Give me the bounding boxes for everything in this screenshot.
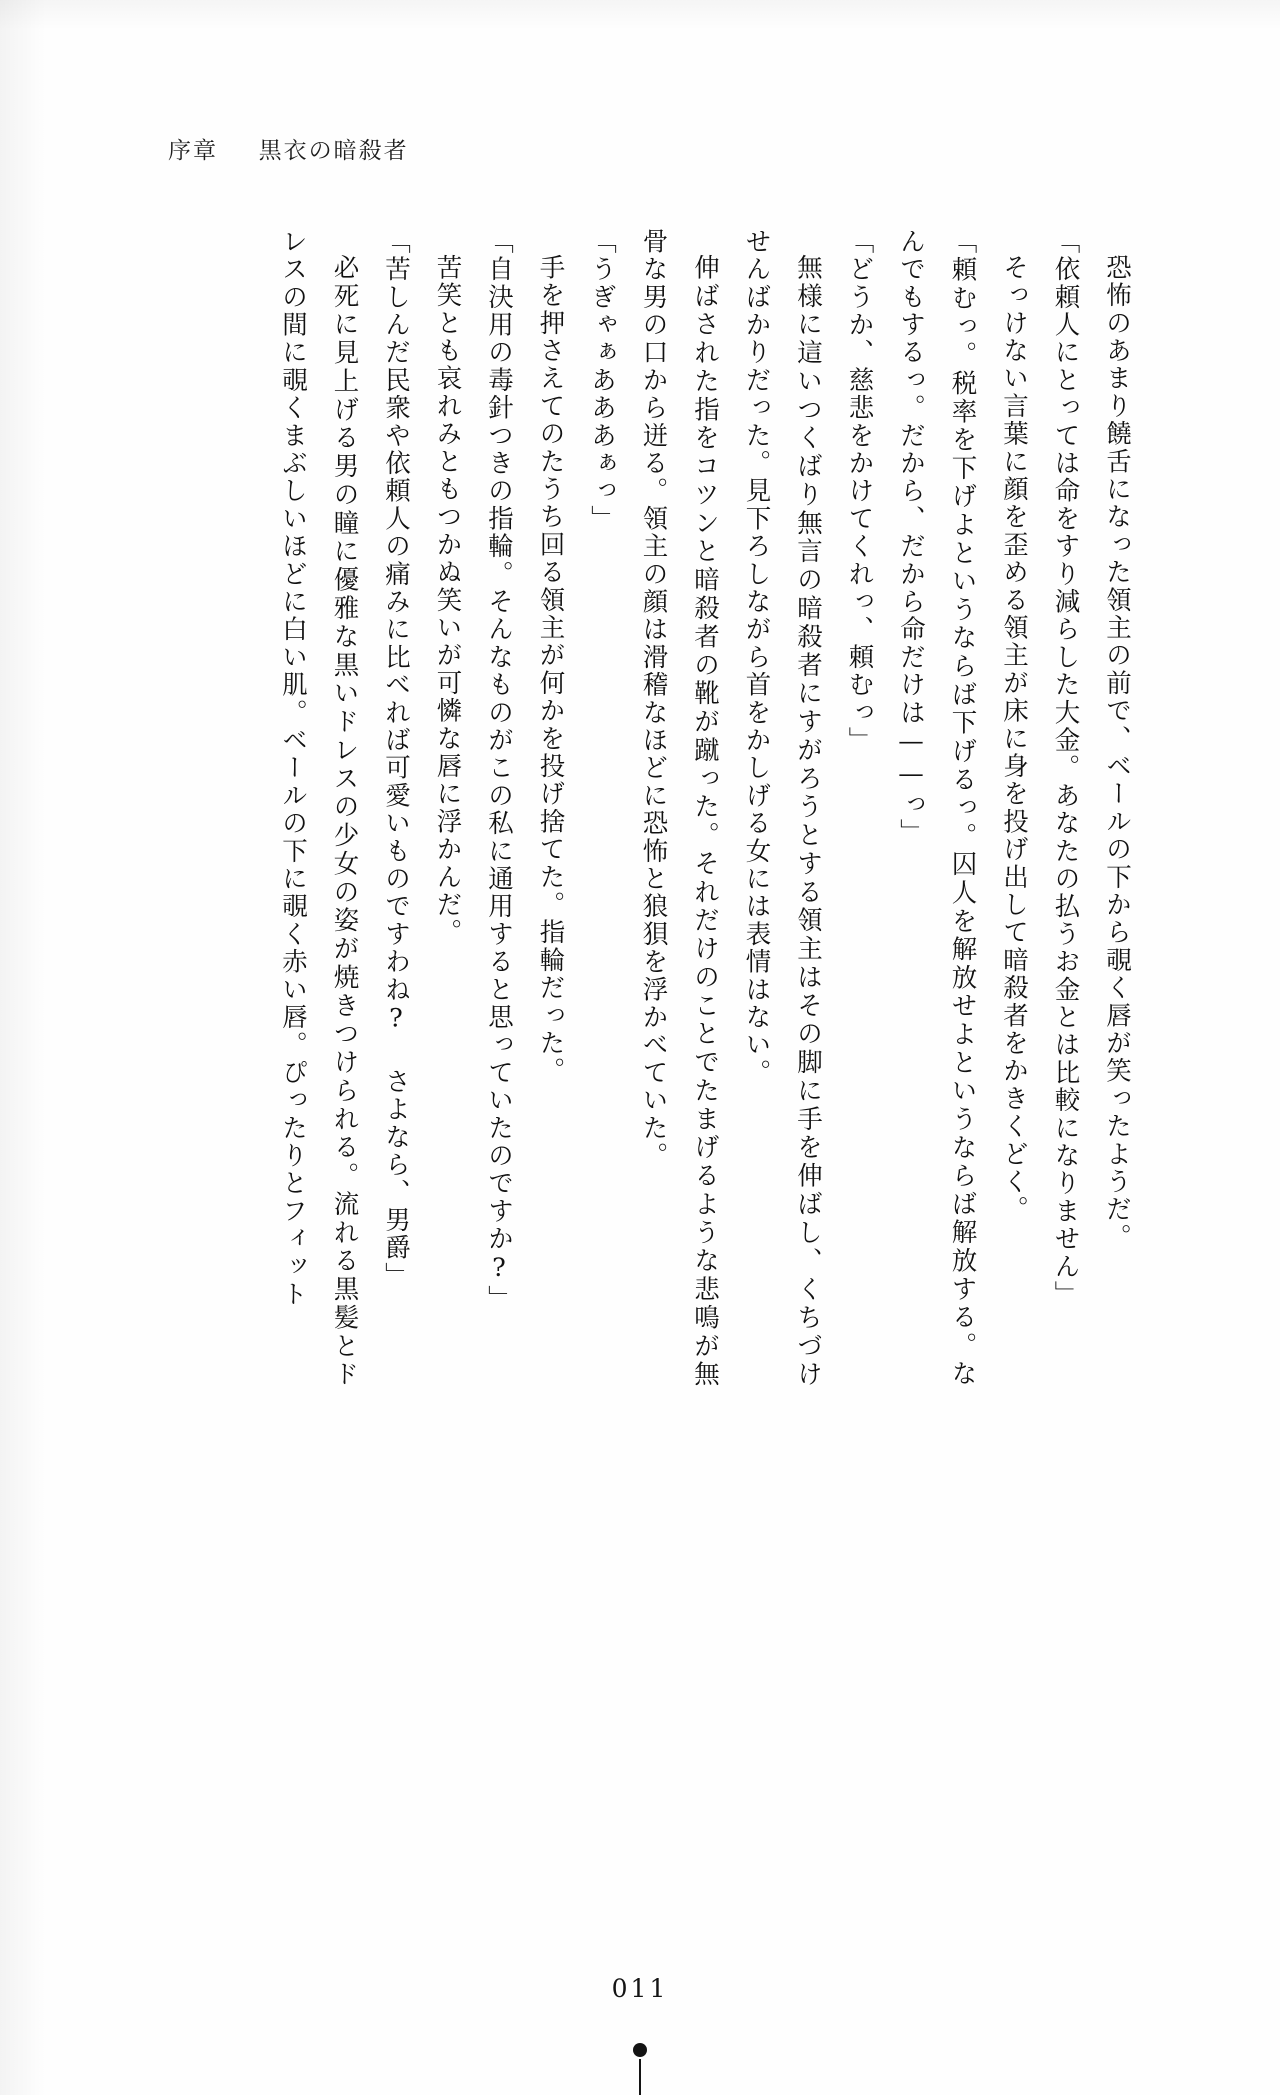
folio-dot-ornament xyxy=(633,2043,647,2057)
paragraph: 「自決用の毒針つきの指輪。そんなものがこの私に通用すると思っていたのですか?」 xyxy=(484,228,514,1313)
paragraph: 「依頼人にとっては命をすり減らした大金。あなたの払うお金とは比較になりません」 xyxy=(1050,228,1081,1309)
paragraph: 「うぎゃぁあああぁっ」 xyxy=(587,228,617,533)
folio xyxy=(0,1974,1280,2003)
paragraph: 必死に見上げる男の瞳に優雅な黒いドレスの少女の姿が焼きつけられる。流れる黒髪とドレスの間に覗くまぶしいほどに白い肌。ベールの下に覗く赤い唇。ぴったりとフィット xyxy=(278,228,360,1388)
paragraph: 「どうか、慈悲をかけてくれっ、頼むっ」 xyxy=(844,228,875,755)
paragraph: 無様に這いつくばり無言の暗殺者にすがろうとする領主はその脚に手を伸ばし、くちづけせんばかりだった。見下ろしながら首をかしげる女には表情はない。 xyxy=(741,228,823,1388)
paragraph: 「苦しんだ民衆や依頼人の痛みに比べれば可愛いものですわね? さよなら、男爵」 xyxy=(381,228,411,1290)
running-head-chapter-label: 序章 xyxy=(168,138,218,164)
running-head xyxy=(168,132,409,165)
page-edge-shading-top xyxy=(0,0,1280,30)
paragraph: 苦笑とも哀れみともつかぬ笑いが可憐な唇に浮かんだ。 xyxy=(432,253,463,946)
running-head-chapter-title: 黒衣の暗殺者 xyxy=(258,138,409,164)
paragraph: そっけない言葉に顔を歪める領主が床に身を投げ出して暗殺者をかきくどく。 xyxy=(999,253,1029,1223)
paragraph: 伸ばされた指をコツンと暗殺者の靴が蹴った。それだけのことでたまげるような悲鳴が無骨な男の口から迸る。領主の顔は滑稽なほどに恐怖と狼狽を浮かべていた。 xyxy=(638,228,720,1388)
page-edge-shading-left xyxy=(0,0,46,2095)
page-number: 011 xyxy=(611,1974,669,2003)
paragraph: 恐怖のあまり饒舌になった領主の前で、ベールの下から覗く唇が笑ったようだ。 xyxy=(1102,253,1132,1251)
folio-rule xyxy=(639,2059,641,2095)
paragraph: 手を押さえてのたうち回る領主が何かを投げ捨てた。指輪だった。 xyxy=(535,253,566,1085)
paragraph: 「頼むっ。税率を下げよというならば下げるっ。囚人を解放せよというならば解放する。なんでもするっ。だから、だから命だけは——っ」 xyxy=(896,228,978,1388)
page-body-text xyxy=(278,228,1142,1388)
